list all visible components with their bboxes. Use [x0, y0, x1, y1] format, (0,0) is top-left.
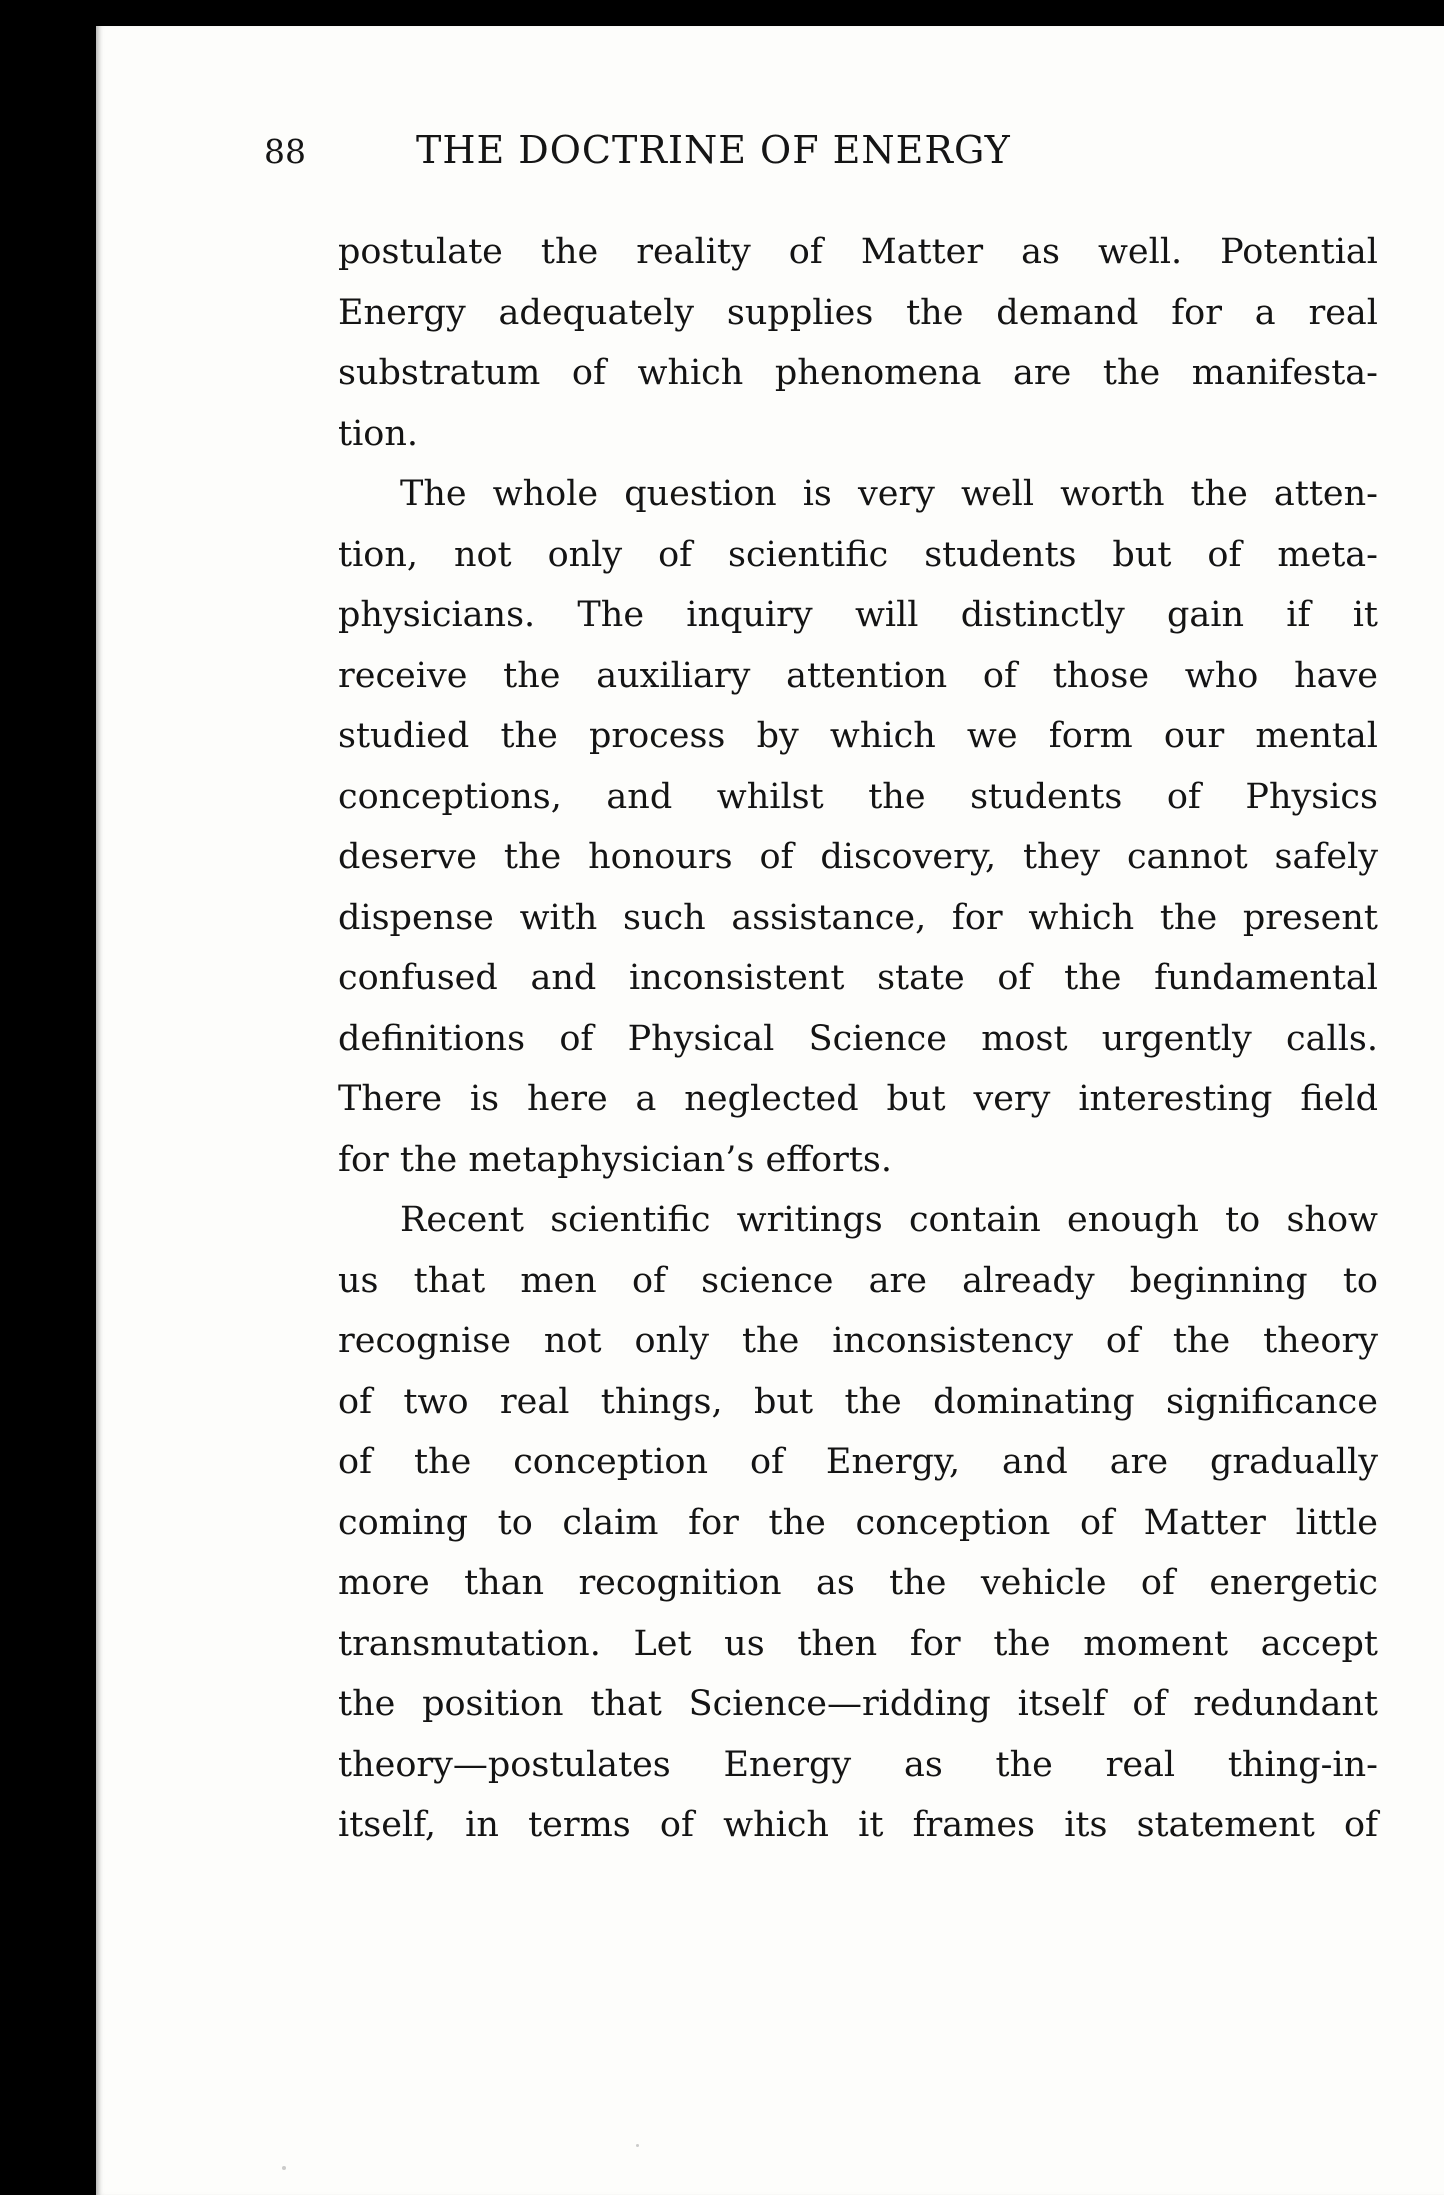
text-line: deserve the honours of discovery, they cannot safely [338, 837, 1378, 877]
text-line: coming to claim for the conception of Matter little [338, 1502, 1378, 1543]
text-line: definitions of Physical Science most urgently calls. [338, 1018, 1378, 1059]
text-line: confused and inconsistent state of the fundamental [338, 958, 1378, 998]
text-line: conceptions, and whilst the students of Physics [338, 776, 1378, 817]
text-line: for the metaphysician’s efforts. [338, 1139, 892, 1180]
text-line: of the conception of Energy, and are gradually [338, 1442, 1378, 1482]
text-line: studied the process by which we form our mental [338, 716, 1378, 756]
text-line: tion. [338, 413, 418, 454]
running-head [264, 128, 1209, 188]
text-line: postulate the reality of Matter as well. Potential [338, 232, 1378, 272]
body-text [338, 222, 1378, 1856]
scan-speck [636, 2144, 639, 2147]
text-line: tion, not only of scientific students but of meta- [338, 534, 1378, 575]
scan-top-border [0, 0, 1444, 26]
text-line: of two real things, but the dominating significance [338, 1381, 1378, 1422]
text-line: physicians. The inquiry will distinctly gain if it [338, 595, 1378, 635]
paragraph-first-line: The whole question is very well worth the atten- [400, 474, 1378, 514]
text-line: There is here a neglected but very interesting field [338, 1079, 1378, 1119]
scan-speck [282, 2166, 286, 2170]
paragraph-first-line: Recent scientific writings contain enough to show [400, 1200, 1378, 1240]
text-line: recognise not only the inconsistency of the theory [338, 1321, 1378, 1361]
page-number: 88 [264, 132, 306, 171]
text-line: dispense with such assistance, for which the present [338, 897, 1378, 938]
text-line: Energy adequately supplies the demand for a real [338, 292, 1378, 333]
text-line: the position that Science—ridding itself of redundant [338, 1684, 1378, 1724]
text-line: theory—postulates Energy as the real thing-in- [338, 1744, 1378, 1785]
text-line: us that men of science are already beginning to [338, 1260, 1378, 1301]
text-line: substratum of which phenomena are the manifesta- [338, 353, 1378, 393]
text-line: transmutation. Let us then for the moment accept [338, 1623, 1378, 1664]
text-line: receive the auxiliary attention of those who have [338, 655, 1378, 696]
text-line: more than recognition as the vehicle of energetic [338, 1563, 1378, 1603]
text-line: itself, in terms of which it frames its statement of [338, 1805, 1378, 1845]
running-title: THE DOCTRINE OF ENERGY [416, 128, 1011, 172]
